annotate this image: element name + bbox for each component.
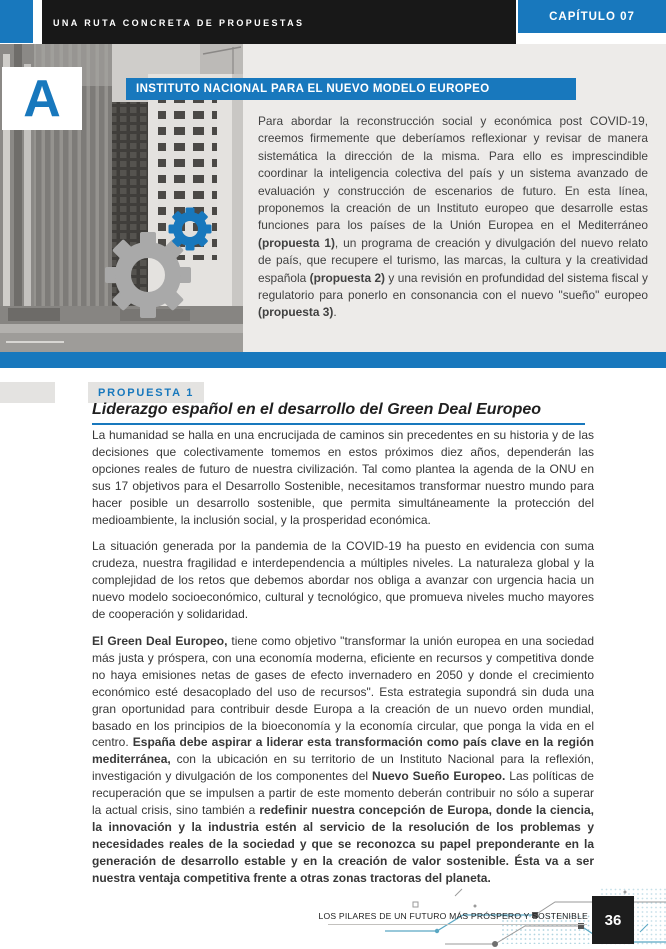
proposal-label [88, 382, 204, 403]
top-left-accent-strip [0, 0, 33, 43]
paragraph: La situación generada por la pandemia de la COVID-19 ha puesto en evidencia con suma crudeza, nuestra fragilidad e interdependencia a múltiples niveles. La naturaleza global y la complejidad de los retos que debemos abordar nos obliga a avanzar con urgencia hacia un nuevo modelo socioeconómico, cultural y tecnológico, que promueva niveles mucho mayores de cooperación y solidaridad. [92, 539, 594, 622]
page-number: 36 [604, 911, 622, 929]
footer-tagline: LOS PILARES DE UN FUTURO MÁS PRÓSPERO Y SOSTENIBLE [318, 911, 588, 921]
hero-intro-paragraph: Para abordar la reconstrucción social y económica post COVID-19, creemos firmemente que deberíamos reflexionar y revisar de manera sistemática la dirección de la misma. Para ello es imprescindible coordinar la inteligencia colectiva del país y un sistema avanzado de evaluación y construcción de escenarios de futuro. En esta línea, proponemos la creación de un Instituto europeo que desarrolle estas funciones para los países de la Unión Europea en el Mediterráneo (propuesta 1), un programa de creación y divulgación del nuevo relato de país, que recupere el turismo, las marcas, la cultura y la creatividad española (propuesta 2) y una revisión en profundidad del sistema fiscal y regulatorio para ponerlo en consonancia con el nuevo "sueño" europeo (propuesta 3). [258, 114, 648, 320]
footer-rule [328, 924, 587, 925]
header-kicker-text: UNA RUTA CONCRETA DE PROPUESTAS [53, 17, 305, 28]
page-number-box [592, 896, 634, 944]
hero-title-text: INSTITUTO NACIONAL PARA EL NUEVO MODELO EUROPEO [136, 83, 490, 95]
chapter-badge-text: CAPÍTULO 07 [549, 10, 635, 23]
left-edge-tab [0, 382, 55, 403]
title-underline [92, 423, 585, 425]
paragraph: La humanidad se halla en una encrucijada de caminos sin precedentes en su historia y de las decisiones que colectivamente tomemos en estos próximos diez años, dependerán las opciones reales de futuro de nuestra civilización. Tal como plantea la agenda de la ONU en sus 17 objetivos para el Desarrollo Sostenible, necesitamos transformar nuestro mundo para hacer posible un desarrollo sostenible, que permita simultáneamente la protección del medioambiente, la inclusión social, y la prosperidad económica. [92, 428, 594, 527]
section-letter-box [2, 67, 82, 130]
body-text [92, 427, 594, 897]
header-kicker-bar [42, 0, 516, 45]
section-letter: A [23, 69, 61, 128]
proposal-title: Liderazgo español en el desarrollo del Green Deal Europeo [92, 401, 542, 418]
section-divider-bar [0, 352, 666, 368]
hero-title-bar [126, 78, 576, 100]
proposal-label-text: PROPUESTA 1 [98, 386, 195, 399]
paragraph: El Green Deal Europeo, tiene como objetivo "transformar la unión europea en una sociedad más justa y próspera, con una economía moderna, eficiente en recursos y competitiva donde no haya emisiones netas de gases de efecto invernadero en 2050 y donde el crecimiento económico esté desacoplado del uso de recursos". Esta estrategia supondrá sin duda una gran oportunidad para contribuir desde Europa a la creación de un nuevo orden mundial, basado en los principios de la bioeconomía y la economía circular, que ponga la vida en el centro. España debe aspirar a liderar esta transformación como país clave en la región mediterránea, con la ubicación en su territorio de un Instituto Nacional para la reflexión, investigación y divulgación de los componentes del Nuevo Sueño Europeo. Las políticas de recuperación que se impulsen a partir de este momento deberán contribuir no sólo a superar la actual crisis, sino también a redefinir nuestra concepción de Europa, donde la ciencia, la innovación y la industria estén al servicio de la resolución de los problemas y necesidades reales de la sociedad y que se reconozca su papel preponderante en la generación de desarrollo estable y en la creación de valor sostenible. Ésta va a ser nuestra ventaja competitiva frente a otras zonas tractoras del planeta. [92, 633, 595, 885]
chapter-badge [518, 0, 666, 33]
